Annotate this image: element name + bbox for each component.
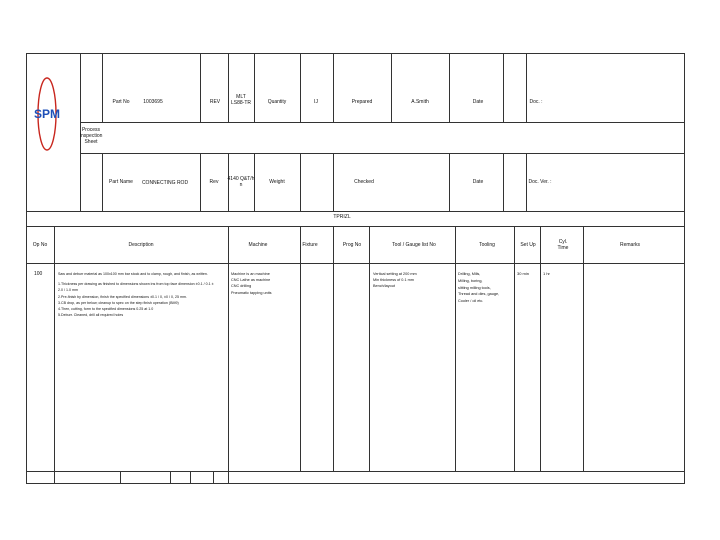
process-label-line-1: Process	[81, 127, 101, 133]
col-header-set-up: Set Up	[520, 242, 536, 248]
machine-line-2: CNC drilling	[231, 284, 252, 289]
header-vline-e2	[254, 153, 255, 211]
description-line-1: 1.Thickness per drawing as finished to dimensions shown ins from top face dimension ±0.1 / 0.1 ±	[58, 282, 214, 287]
doc-ver-label: Doc. Ver. :	[528, 179, 552, 185]
part-no-label: Part No	[112, 99, 130, 105]
col-header-cyl-time: Cyl. Time	[557, 239, 569, 251]
weight-label: Weight	[269, 179, 285, 185]
col-rule-2	[228, 226, 229, 484]
material-line-1: 4140 Q&T/h	[227, 176, 255, 182]
tool-gauge-line-1: Min thickness of 0.1 mm	[373, 278, 414, 283]
col-header-tool-gauge: Tool / Gauge list No	[392, 242, 436, 248]
date-label-1: Date	[472, 99, 484, 105]
description-line-5: 4.Then, cutting, form to the specified dimensions 0.25 at 1.0	[58, 307, 154, 312]
logo-text: SPM	[33, 107, 61, 121]
header-vline-j	[503, 53, 504, 122]
machine-line-1: CNC Lathe as machine	[231, 278, 271, 283]
checked-label: Checked	[354, 179, 374, 185]
quantity-label: Quantity	[267, 99, 287, 105]
header-vline-f	[300, 53, 301, 122]
col-header-op-no: Op No	[32, 242, 48, 248]
sheet-frame	[26, 53, 685, 484]
row-machine	[231, 271, 297, 296]
header-vline-k	[526, 53, 527, 122]
description-line-2: 2.0 / 1.0 mm	[58, 288, 78, 293]
description-line-4: 3.CB drop, as per below; cleanup to spec on the step finish operation (BM9)	[58, 300, 179, 305]
footer-cell-rule-2	[170, 471, 171, 484]
part-no-value: 1003695	[143, 99, 163, 105]
header-vline-g	[333, 53, 334, 122]
col-rule-6	[455, 226, 456, 471]
header-vline-d	[228, 53, 229, 122]
row-cyl-time: 1 hr	[543, 271, 550, 276]
prepared-by: A.Smith	[411, 99, 429, 105]
material-line-2: n	[239, 182, 243, 188]
mlt-line-2: LS88-TR	[230, 100, 252, 106]
header-vline-d2	[228, 153, 229, 211]
tool-gauge-line-2: Bench/layout	[373, 284, 395, 289]
col-header-machine: Machine	[248, 242, 268, 248]
header-vline-e	[254, 53, 255, 122]
col-rule-9	[583, 226, 584, 471]
header-vline-k2	[526, 153, 527, 211]
tooling-line-3: Thread and dies, gauge,	[458, 292, 500, 297]
header-vline-c	[200, 53, 201, 122]
footer-cell-rule-4	[213, 471, 214, 484]
header-rule-2	[80, 153, 685, 154]
header-vline-c2	[200, 153, 201, 211]
header-vline-j2	[503, 153, 504, 211]
col-header-description: Description	[128, 242, 154, 248]
table-header-rule	[26, 263, 685, 264]
tooling-line-1: Milling, boring,	[458, 278, 483, 283]
col-rule-8	[540, 226, 541, 471]
description-line-0: Saw and deburr material as 100x100 mm bar stock and to clamp, rough, and finish, as written.	[58, 272, 208, 276]
header-vline-h	[391, 53, 392, 122]
doc-label: Doc. :	[529, 99, 543, 105]
ij-label: IJ	[314, 99, 318, 105]
process-label-line-3: Sheet	[84, 139, 98, 145]
date-label-2: Date	[472, 179, 484, 185]
rev2-label: Rev	[209, 179, 219, 185]
header-vline-a	[80, 53, 81, 211]
col-rule-3	[300, 226, 301, 471]
company-logo	[28, 74, 66, 154]
header-vline-b2	[102, 153, 103, 211]
part-name-label: Part Name	[109, 179, 133, 185]
header-vline-g2	[333, 153, 334, 211]
process-label-line-2: Inspection	[79, 133, 103, 139]
header-vline-i2	[449, 153, 450, 211]
machine-line-0: Machine is an machine	[231, 272, 270, 276]
tooling-line-2: slitting milling tools,	[458, 285, 491, 290]
header-vline-b	[102, 53, 103, 122]
description-line-3: 2.Pre-finish by dimension, finish the specified dimensions ±0.1 / 0, ±0 / 0, 25 mm.	[58, 294, 187, 299]
part-name-value: CONNECTING ROD	[141, 180, 189, 186]
header-rule-1	[80, 122, 685, 123]
col-header-prog-no: Prog No	[342, 242, 362, 248]
row-description	[58, 271, 224, 318]
col-rule-4	[333, 226, 334, 471]
tooling-line-0: Drilling, Mills,	[458, 272, 481, 276]
header-vline-i	[449, 53, 450, 122]
col-header-remarks: Remarks	[619, 242, 641, 248]
col-rule-5	[369, 226, 370, 471]
row-tooling	[458, 271, 512, 305]
tooling-line-4: Cooler / oil etc.	[458, 299, 484, 304]
col-rule-1	[54, 226, 55, 484]
table-top-rule	[26, 226, 685, 227]
row-set-up: 30 min	[517, 271, 530, 276]
machine-line-3: Pneumatic tapping units	[231, 290, 272, 295]
row-tool-gauge	[373, 271, 453, 290]
mlt-line-1: MLT	[236, 94, 246, 100]
section-label: TPRIZL	[333, 214, 351, 220]
header-vline-f2	[300, 153, 301, 211]
col-header-tooling: Tooling	[479, 242, 495, 248]
prepared-label: Prepared	[351, 99, 373, 105]
rev-label: REV	[209, 99, 221, 105]
header-rule-3	[26, 211, 685, 212]
col-header-fixture: Fixture	[302, 242, 318, 248]
footer-cell-rule-1	[120, 471, 121, 484]
tool-gauge-line-0: Vertical setting at 200 mm	[373, 272, 417, 276]
row-op-no: 100	[34, 271, 43, 277]
col-rule-7	[514, 226, 515, 471]
footer-cell-rule-3	[190, 471, 191, 484]
description-line-6: 5.Deburr. Cleaned, drill all required holes	[58, 313, 124, 318]
footer-rule	[26, 471, 685, 472]
